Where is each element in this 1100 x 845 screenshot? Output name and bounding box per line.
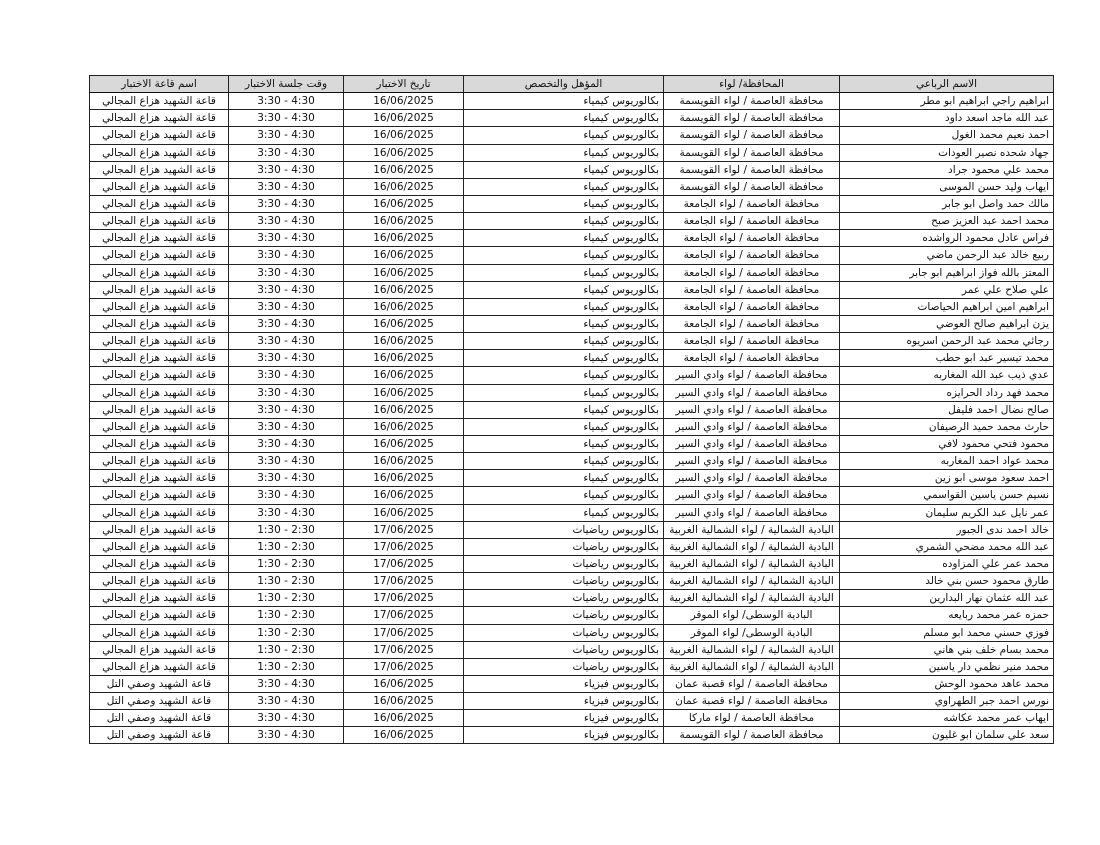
cell-governorate: محافظة العاصمة / لواء الجامعة xyxy=(664,213,840,230)
cell-time: 3:30 - 4:30 xyxy=(229,110,344,127)
cell-qualification: بكالوريوس فيزياء xyxy=(464,693,664,710)
cell-time: 3:30 - 4:30 xyxy=(229,178,344,195)
cell-time: 3:30 - 4:30 xyxy=(229,504,344,521)
table-row xyxy=(90,555,1054,572)
cell-governorate: البادية الشمالية / لواء الشمالية الغربية xyxy=(664,590,840,607)
cell-name: محمد عواد احمد المغاربه xyxy=(840,453,1054,470)
header-qualification: المؤهل والتخصص xyxy=(464,76,664,93)
cell-qualification: بكالوريوس رياضيات xyxy=(464,555,664,572)
cell-hall: قاعة الشهيد هزاع المجالي xyxy=(90,573,229,590)
table-row xyxy=(90,333,1054,350)
table-row xyxy=(90,401,1054,418)
cell-time: 1:30 - 2:30 xyxy=(229,607,344,624)
cell-qualification: بكالوريوس فيزياء xyxy=(464,710,664,727)
table-row xyxy=(90,590,1054,607)
cell-time: 3:30 - 4:30 xyxy=(229,213,344,230)
cell-hall: قاعة الشهيد هزاع المجالي xyxy=(90,195,229,212)
cell-time: 3:30 - 4:30 xyxy=(229,693,344,710)
cell-date: 16/06/2025 xyxy=(344,333,464,350)
cell-governorate: البادية الوسطى/ لواء الموقر xyxy=(664,607,840,624)
table-row xyxy=(90,641,1054,658)
header-row xyxy=(90,76,1054,93)
cell-governorate: محافظة العاصمة / لواء وادي السير xyxy=(664,401,840,418)
header-governorate: المحافظة/ لواء xyxy=(664,76,840,93)
cell-governorate: محافظة العاصمة / لواء الجامعة xyxy=(664,247,840,264)
cell-date: 17/06/2025 xyxy=(344,590,464,607)
cell-name: محمود فتحي محمود لافي xyxy=(840,435,1054,452)
cell-name: حمزه عمر محمد ربايعه xyxy=(840,607,1054,624)
table-row xyxy=(90,178,1054,195)
cell-qualification: بكالوريوس كيمياء xyxy=(464,418,664,435)
table-row xyxy=(90,607,1054,624)
cell-hall: قاعة الشهيد وصفي التل xyxy=(90,710,229,727)
cell-hall: قاعة الشهيد هزاع المجالي xyxy=(90,590,229,607)
cell-date: 17/06/2025 xyxy=(344,573,464,590)
cell-name: يزن ابراهيم صالح العوضي xyxy=(840,315,1054,332)
cell-qualification: بكالوريوس كيمياء xyxy=(464,333,664,350)
cell-qualification: بكالوريوس رياضيات xyxy=(464,658,664,675)
cell-name: صالح نضال احمد فليفل xyxy=(840,401,1054,418)
cell-hall: قاعة الشهيد هزاع المجالي xyxy=(90,367,229,384)
cell-qualification: بكالوريوس كيمياء xyxy=(464,435,664,452)
cell-date: 16/06/2025 xyxy=(344,93,464,110)
cell-governorate: محافظة العاصمة / لواء القويسمة xyxy=(664,93,840,110)
cell-name: علي صلاح علي عمر xyxy=(840,281,1054,298)
cell-qualification: بكالوريوس كيمياء xyxy=(464,367,664,384)
table-row xyxy=(90,710,1054,727)
cell-hall: قاعة الشهيد هزاع المجالي xyxy=(90,401,229,418)
cell-date: 16/06/2025 xyxy=(344,384,464,401)
cell-time: 3:30 - 4:30 xyxy=(229,333,344,350)
cell-hall: قاعة الشهيد هزاع المجالي xyxy=(90,607,229,624)
table-row xyxy=(90,658,1054,675)
cell-governorate: البادية الشمالية / لواء الشمالية الغربية xyxy=(664,658,840,675)
table-row xyxy=(90,504,1054,521)
cell-governorate: محافظة العاصمة / لواء القويسمة xyxy=(664,161,840,178)
cell-name: طارق محمود حسن بني خالد xyxy=(840,573,1054,590)
cell-date: 17/06/2025 xyxy=(344,607,464,624)
cell-governorate: محافظة العاصمة / لواء القويسمة xyxy=(664,127,840,144)
cell-governorate: محافظة العاصمة / لواء قصبة عمان xyxy=(664,675,840,692)
cell-name: المعتز بالله فواز ابراهيم ابو جابر xyxy=(840,264,1054,281)
cell-hall: قاعة الشهيد وصفي التل xyxy=(90,727,229,744)
cell-date: 16/06/2025 xyxy=(344,727,464,744)
cell-time: 1:30 - 2:30 xyxy=(229,641,344,658)
cell-time: 3:30 - 4:30 xyxy=(229,298,344,315)
cell-hall: قاعة الشهيد هزاع المجالي xyxy=(90,658,229,675)
cell-qualification: بكالوريوس كيمياء xyxy=(464,144,664,161)
header-date: تاريخ الاختبار xyxy=(344,76,464,93)
cell-date: 16/06/2025 xyxy=(344,110,464,127)
cell-name: ابراهيم امين ابراهيم الحياصات xyxy=(840,298,1054,315)
cell-governorate: البادية الشمالية / لواء الشمالية الغربية xyxy=(664,521,840,538)
cell-hall: قاعة الشهيد هزاع المجالي xyxy=(90,213,229,230)
cell-date: 16/06/2025 xyxy=(344,418,464,435)
cell-time: 1:30 - 2:30 xyxy=(229,573,344,590)
cell-name: عبد الله ماجد اسعد داود xyxy=(840,110,1054,127)
cell-governorate: محافظة العاصمة / لواء الجامعة xyxy=(664,195,840,212)
cell-time: 3:30 - 4:30 xyxy=(229,453,344,470)
cell-hall: قاعة الشهيد هزاع المجالي xyxy=(90,110,229,127)
cell-name: محمد بسام خلف بني هاني xyxy=(840,641,1054,658)
cell-time: 3:30 - 4:30 xyxy=(229,195,344,212)
cell-hall: قاعة الشهيد هزاع المجالي xyxy=(90,538,229,555)
cell-hall: قاعة الشهيد هزاع المجالي xyxy=(90,384,229,401)
cell-name: عمر نايل عبد الكريم سليمان xyxy=(840,504,1054,521)
cell-time: 3:30 - 4:30 xyxy=(229,161,344,178)
cell-qualification: بكالوريوس رياضيات xyxy=(464,521,664,538)
cell-hall: قاعة الشهيد هزاع المجالي xyxy=(90,435,229,452)
cell-time: 1:30 - 2:30 xyxy=(229,521,344,538)
cell-governorate: محافظة العاصمة / لواء الجامعة xyxy=(664,350,840,367)
cell-qualification: بكالوريوس كيمياء xyxy=(464,298,664,315)
cell-qualification: بكالوريوس رياضيات xyxy=(464,573,664,590)
cell-qualification: بكالوريوس رياضيات xyxy=(464,607,664,624)
cell-hall: قاعة الشهيد هزاع المجالي xyxy=(90,264,229,281)
cell-time: 3:30 - 4:30 xyxy=(229,315,344,332)
cell-hall: قاعة الشهيد هزاع المجالي xyxy=(90,487,229,504)
cell-name: نسيم حسن ياسين القواسمي xyxy=(840,487,1054,504)
cell-date: 16/06/2025 xyxy=(344,487,464,504)
cell-qualification: بكالوريوس رياضيات xyxy=(464,641,664,658)
cell-qualification: بكالوريوس كيمياء xyxy=(464,110,664,127)
cell-name: عبد الله عثمان نهار البدارين xyxy=(840,590,1054,607)
cell-name: محمد فهد رداد الحرايزه xyxy=(840,384,1054,401)
cell-qualification: بكالوريوس كيمياء xyxy=(464,453,664,470)
cell-hall: قاعة الشهيد هزاع المجالي xyxy=(90,247,229,264)
cell-time: 3:30 - 4:30 xyxy=(229,247,344,264)
cell-hall: قاعة الشهيد وصفي التل xyxy=(90,693,229,710)
cell-date: 16/06/2025 xyxy=(344,264,464,281)
cell-hall: قاعة الشهيد هزاع المجالي xyxy=(90,624,229,641)
cell-name: محمد احمد عبد العزيز صبح xyxy=(840,213,1054,230)
cell-date: 17/06/2025 xyxy=(344,641,464,658)
cell-hall: قاعة الشهيد هزاع المجالي xyxy=(90,641,229,658)
cell-name: خالد احمد ندى الجبور xyxy=(840,521,1054,538)
cell-qualification: بكالوريوس رياضيات xyxy=(464,624,664,641)
cell-hall: قاعة الشهيد هزاع المجالي xyxy=(90,555,229,572)
table-row xyxy=(90,315,1054,332)
cell-date: 16/06/2025 xyxy=(344,247,464,264)
cell-qualification: بكالوريوس كيمياء xyxy=(464,470,664,487)
cell-date: 16/06/2025 xyxy=(344,315,464,332)
cell-date: 16/06/2025 xyxy=(344,504,464,521)
cell-governorate: محافظة العاصمة / لواء وادي السير xyxy=(664,470,840,487)
cell-governorate: محافظة العاصمة / لواء وادي السير xyxy=(664,367,840,384)
cell-date: 17/06/2025 xyxy=(344,555,464,572)
table-row xyxy=(90,367,1054,384)
cell-name: محمد علي محمود جراد xyxy=(840,161,1054,178)
cell-governorate: محافظة العاصمة / لواء وادي السير xyxy=(664,504,840,521)
cell-name: عدي ذيب عبد الله المغاربه xyxy=(840,367,1054,384)
cell-name: عبد الله محمد مضحي الشمري xyxy=(840,538,1054,555)
cell-hall: قاعة الشهيد هزاع المجالي xyxy=(90,93,229,110)
cell-governorate: محافظة العاصمة / لواء وادي السير xyxy=(664,487,840,504)
table-row xyxy=(90,453,1054,470)
cell-governorate: محافظة العاصمة / لواء القويسمة xyxy=(664,144,840,161)
table-row xyxy=(90,487,1054,504)
cell-date: 17/06/2025 xyxy=(344,538,464,555)
cell-name: محمد عاهد محمود الوحش xyxy=(840,675,1054,692)
cell-qualification: بكالوريوس كيمياء xyxy=(464,195,664,212)
cell-time: 3:30 - 4:30 xyxy=(229,401,344,418)
table-row xyxy=(90,264,1054,281)
table-row xyxy=(90,418,1054,435)
cell-time: 3:30 - 4:30 xyxy=(229,384,344,401)
cell-governorate: محافظة العاصمة / لواء الجامعة xyxy=(664,230,840,247)
cell-time: 3:30 - 4:30 xyxy=(229,727,344,744)
cell-governorate: محافظة العاصمة / لواء الجامعة xyxy=(664,281,840,298)
table-row xyxy=(90,281,1054,298)
cell-time: 1:30 - 2:30 xyxy=(229,555,344,572)
cell-governorate: البادية الشمالية / لواء الشمالية الغربية xyxy=(664,641,840,658)
cell-qualification: بكالوريوس كيمياء xyxy=(464,350,664,367)
cell-governorate: محافظة العاصمة / لواء ماركا xyxy=(664,710,840,727)
cell-name: فراس عادل محمود الرواشده xyxy=(840,230,1054,247)
cell-name: ربيع خالد عبد الرحمن ماضي xyxy=(840,247,1054,264)
cell-hall: قاعة الشهيد هزاع المجالي xyxy=(90,298,229,315)
cell-time: 3:30 - 4:30 xyxy=(229,418,344,435)
cell-governorate: محافظة العاصمة / لواء القويسمة xyxy=(664,727,840,744)
cell-hall: قاعة الشهيد هزاع المجالي xyxy=(90,178,229,195)
table-row xyxy=(90,693,1054,710)
cell-name: جهاد شحده نصير العودات xyxy=(840,144,1054,161)
cell-name: ايهاب وليد حسن الموسى xyxy=(840,178,1054,195)
cell-qualification: بكالوريوس كيمياء xyxy=(464,178,664,195)
cell-hall: قاعة الشهيد هزاع المجالي xyxy=(90,504,229,521)
cell-qualification: بكالوريوس رياضيات xyxy=(464,590,664,607)
cell-qualification: بكالوريوس كيمياء xyxy=(464,213,664,230)
cell-time: 3:30 - 4:30 xyxy=(229,710,344,727)
cell-qualification: بكالوريوس كيمياء xyxy=(464,127,664,144)
cell-date: 16/06/2025 xyxy=(344,230,464,247)
cell-time: 3:30 - 4:30 xyxy=(229,350,344,367)
cell-date: 16/06/2025 xyxy=(344,367,464,384)
cell-time: 3:30 - 4:30 xyxy=(229,367,344,384)
table-row xyxy=(90,573,1054,590)
cell-qualification: بكالوريوس كيمياء xyxy=(464,230,664,247)
cell-date: 16/06/2025 xyxy=(344,195,464,212)
cell-governorate: محافظة العاصمة / لواء الجامعة xyxy=(664,315,840,332)
cell-time: 3:30 - 4:30 xyxy=(229,264,344,281)
table-header xyxy=(90,76,1054,93)
cell-name: احمد سعود موسى ابو زين xyxy=(840,470,1054,487)
table-row xyxy=(90,144,1054,161)
cell-governorate: محافظة العاصمة / لواء قصبة عمان xyxy=(664,693,840,710)
cell-date: 16/06/2025 xyxy=(344,470,464,487)
cell-hall: قاعة الشهيد هزاع المجالي xyxy=(90,333,229,350)
cell-governorate: محافظة العاصمة / لواء القويسمة xyxy=(664,178,840,195)
header-name: الاسم الرباعي xyxy=(840,76,1054,93)
cell-hall: قاعة الشهيد هزاع المجالي xyxy=(90,127,229,144)
cell-date: 16/06/2025 xyxy=(344,178,464,195)
cell-governorate: محافظة العاصمة / لواء الجامعة xyxy=(664,298,840,315)
cell-qualification: بكالوريوس كيمياء xyxy=(464,161,664,178)
cell-name: محمد منير نظمي دار ياسين xyxy=(840,658,1054,675)
cell-name: احمد نعيم محمد الغول xyxy=(840,127,1054,144)
cell-date: 16/06/2025 xyxy=(344,298,464,315)
cell-date: 16/06/2025 xyxy=(344,350,464,367)
exam-schedule-table xyxy=(89,75,1054,744)
cell-qualification: بكالوريوس كيمياء xyxy=(464,401,664,418)
cell-name: مالك حمد واصل ابو جابر xyxy=(840,195,1054,212)
cell-governorate: محافظة العاصمة / لواء الجامعة xyxy=(664,333,840,350)
cell-name: نورس احمد جبر الطهراوي xyxy=(840,693,1054,710)
cell-governorate: محافظة العاصمة / لواء وادي السير xyxy=(664,384,840,401)
cell-time: 1:30 - 2:30 xyxy=(229,624,344,641)
cell-time: 3:30 - 4:30 xyxy=(229,93,344,110)
cell-hall: قاعة الشهيد هزاع المجالي xyxy=(90,418,229,435)
cell-qualification: بكالوريوس كيمياء xyxy=(464,504,664,521)
cell-time: 3:30 - 4:30 xyxy=(229,470,344,487)
cell-hall: قاعة الشهيد هزاع المجالي xyxy=(90,144,229,161)
cell-hall: قاعة الشهيد هزاع المجالي xyxy=(90,161,229,178)
cell-date: 16/06/2025 xyxy=(344,401,464,418)
cell-qualification: بكالوريوس فيزياء xyxy=(464,675,664,692)
cell-time: 3:30 - 4:30 xyxy=(229,487,344,504)
cell-date: 17/06/2025 xyxy=(344,624,464,641)
cell-governorate: محافظة العاصمة / لواء وادي السير xyxy=(664,453,840,470)
cell-name: فوزي حسني محمد ابو مسلم xyxy=(840,624,1054,641)
cell-qualification: بكالوريوس فيزياء xyxy=(464,727,664,744)
cell-time: 1:30 - 2:30 xyxy=(229,658,344,675)
cell-date: 17/06/2025 xyxy=(344,658,464,675)
cell-date: 16/06/2025 xyxy=(344,281,464,298)
cell-hall: قاعة الشهيد وصفي التل xyxy=(90,675,229,692)
cell-hall: قاعة الشهيد هزاع المجالي xyxy=(90,230,229,247)
cell-qualification: بكالوريوس كيمياء xyxy=(464,264,664,281)
cell-qualification: بكالوريوس رياضيات xyxy=(464,538,664,555)
table-row xyxy=(90,230,1054,247)
table-row xyxy=(90,384,1054,401)
cell-time: 3:30 - 4:30 xyxy=(229,281,344,298)
cell-date: 16/06/2025 xyxy=(344,453,464,470)
cell-time: 3:30 - 4:30 xyxy=(229,127,344,144)
cell-time: 3:30 - 4:30 xyxy=(229,230,344,247)
cell-governorate: البادية الشمالية / لواء الشمالية الغربية xyxy=(664,555,840,572)
cell-time: 3:30 - 4:30 xyxy=(229,435,344,452)
cell-governorate: محافظة العاصمة / لواء القويسمة xyxy=(664,110,840,127)
cell-date: 16/06/2025 xyxy=(344,127,464,144)
cell-name: ابراهيم راجي ابراهيم ابو مطر xyxy=(840,93,1054,110)
cell-name: رجائي محمد عبد الرحمن اسريوه xyxy=(840,333,1054,350)
table-body xyxy=(90,93,1054,744)
cell-date: 17/06/2025 xyxy=(344,521,464,538)
table-row xyxy=(90,350,1054,367)
cell-time: 3:30 - 4:30 xyxy=(229,144,344,161)
table-row xyxy=(90,93,1054,110)
cell-date: 16/06/2025 xyxy=(344,213,464,230)
cell-date: 16/06/2025 xyxy=(344,144,464,161)
cell-governorate: البادية الوسطى/ لواء الموقر xyxy=(664,624,840,641)
table-row xyxy=(90,247,1054,264)
table-row xyxy=(90,195,1054,212)
cell-governorate: محافظة العاصمة / لواء وادي السير xyxy=(664,418,840,435)
table-row xyxy=(90,298,1054,315)
cell-governorate: محافظة العاصمة / لواء الجامعة xyxy=(664,264,840,281)
header-hall: اسم قاعة الاختبار xyxy=(90,76,229,93)
table-row xyxy=(90,521,1054,538)
table-row xyxy=(90,110,1054,127)
cell-name: محمد عمر علي المزاوده xyxy=(840,555,1054,572)
cell-time: 3:30 - 4:30 xyxy=(229,675,344,692)
cell-time: 1:30 - 2:30 xyxy=(229,538,344,555)
table-row xyxy=(90,127,1054,144)
table-row xyxy=(90,675,1054,692)
cell-qualification: بكالوريوس كيمياء xyxy=(464,93,664,110)
header-time: وقت جلسة الاختبار xyxy=(229,76,344,93)
cell-date: 16/06/2025 xyxy=(344,710,464,727)
table-row xyxy=(90,213,1054,230)
cell-date: 16/06/2025 xyxy=(344,693,464,710)
cell-name: ايهاب عمر محمد عكاشه xyxy=(840,710,1054,727)
cell-time: 1:30 - 2:30 xyxy=(229,590,344,607)
cell-qualification: بكالوريوس كيمياء xyxy=(464,247,664,264)
cell-date: 16/06/2025 xyxy=(344,435,464,452)
cell-governorate: البادية الشمالية / لواء الشمالية الغربية xyxy=(664,573,840,590)
cell-hall: قاعة الشهيد هزاع المجالي xyxy=(90,521,229,538)
cell-governorate: محافظة العاصمة / لواء وادي السير xyxy=(664,435,840,452)
cell-hall: قاعة الشهيد هزاع المجالي xyxy=(90,453,229,470)
cell-governorate: البادية الشمالية / لواء الشمالية الغربية xyxy=(664,538,840,555)
table-row xyxy=(90,470,1054,487)
cell-hall: قاعة الشهيد هزاع المجالي xyxy=(90,350,229,367)
cell-date: 16/06/2025 xyxy=(344,161,464,178)
cell-qualification: بكالوريوس كيمياء xyxy=(464,315,664,332)
cell-hall: قاعة الشهيد هزاع المجالي xyxy=(90,470,229,487)
table-row xyxy=(90,161,1054,178)
cell-name: محمد تيسير عبد ابو حطب xyxy=(840,350,1054,367)
table-row xyxy=(90,538,1054,555)
cell-date: 16/06/2025 xyxy=(344,675,464,692)
cell-qualification: بكالوريوس كيمياء xyxy=(464,384,664,401)
table-row xyxy=(90,727,1054,744)
cell-hall: قاعة الشهيد هزاع المجالي xyxy=(90,281,229,298)
cell-name: سعد علي سلمان ابو غليون xyxy=(840,727,1054,744)
cell-qualification: بكالوريوس كيمياء xyxy=(464,281,664,298)
cell-name: حارث محمد حميد الرصيفان xyxy=(840,418,1054,435)
table-row xyxy=(90,624,1054,641)
cell-hall: قاعة الشهيد هزاع المجالي xyxy=(90,315,229,332)
table-row xyxy=(90,435,1054,452)
cell-qualification: بكالوريوس كيمياء xyxy=(464,487,664,504)
